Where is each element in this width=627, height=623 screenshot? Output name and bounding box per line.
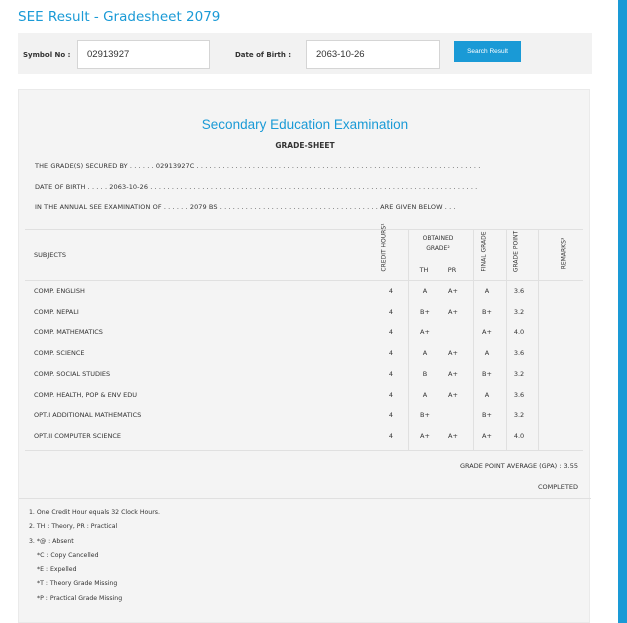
notes (29, 506, 160, 606)
table-row (25, 343, 583, 364)
result-status: COMPLETED (538, 483, 578, 491)
table-row (25, 302, 583, 323)
dob-label: Date of Birth : (235, 51, 292, 59)
cell-grade-point: 4.0 (513, 431, 525, 440)
cell-th: B (422, 369, 428, 378)
cell-subject: COMP. HEALTH, POP & ENV EDU (34, 390, 137, 399)
search-result-button[interactable]: Search Result (454, 41, 521, 62)
exam-line: IN THE ANNUAL SEE EXAMINATION OF . . . . . . 2079 BS . . . . . . . . . . . . . . . . . . . . . . . . . . . . . . . . . . . . . ARE GIVEN BELOW . . . (35, 203, 456, 211)
symbol-input[interactable]: 02913927 (77, 40, 210, 69)
cell-subject: OPT.I ADDITIONAL MATHEMATICS (34, 411, 142, 420)
cell-grade-point: 3.2 (513, 411, 525, 420)
note-item: *C : Copy Cancelled (37, 551, 99, 559)
cell-final: B+ (482, 307, 492, 316)
cell-subject: COMP. SOCIAL STUDIES (34, 369, 111, 378)
cell-subject: COMP. NEPALI (34, 307, 79, 316)
cell-pr: A+ (448, 369, 458, 378)
table-row (25, 426, 583, 447)
cell-grade-point: 3.6 (513, 390, 525, 399)
note-item: *T : Theory Grade Missing (37, 580, 118, 588)
header-obtained-grade: OBTAINED GRADE² (422, 235, 454, 252)
cell-pr: A+ (448, 390, 458, 399)
header-pr: PR (447, 266, 457, 274)
note-item: *E : Expelled (37, 566, 77, 574)
cell-th: A (422, 349, 428, 358)
cell-pr: A+ (448, 307, 458, 316)
header-final-grade: FINAL GRADE (480, 231, 488, 272)
table-row (25, 385, 583, 406)
symbol-label: Symbol No : (23, 51, 71, 59)
cell-final: A+ (482, 431, 492, 440)
cell-final: B+ (482, 411, 492, 420)
cell-credit: 4 (388, 411, 394, 420)
cell-th: B+ (420, 411, 430, 420)
table-row (25, 322, 583, 343)
cell-grade-point: 3.2 (513, 307, 525, 316)
cell-pr: A+ (448, 431, 458, 440)
cell-credit: 4 (388, 431, 394, 440)
page-title: SEE Result - Gradesheet 2079 (18, 9, 221, 25)
header-grade-point: GRADE POINT (512, 230, 520, 273)
table-row (25, 405, 583, 426)
table-top-line (25, 229, 583, 230)
cell-th: B+ (420, 307, 430, 316)
cell-th: A+ (420, 328, 430, 337)
header-remarks: REMARKS³ (560, 237, 568, 270)
gpa-value: GRADE POINT AVERAGE (GPA) : 3.55 (460, 462, 578, 470)
dob-line: DATE OF BIRTH . . . . . 2063-10-26 . . . . . . . . . . . . . . . . . . . . . . . . . . . . . . . . . . . . . . . . . . . . . . . . . . . . . . . . . . . . . . . . . . . . . . . . . . . . (35, 183, 478, 191)
cell-credit: 4 (388, 307, 394, 316)
note-item: 2. TH : Theory, PR : Practical (29, 523, 118, 531)
cell-grade-point: 4.0 (513, 328, 525, 337)
cell-grade-point: 3.2 (513, 369, 525, 378)
cell-credit: 4 (388, 390, 394, 399)
table-row (25, 364, 583, 385)
cell-final: A+ (482, 328, 492, 337)
header-subjects: SUBJECTS (34, 251, 67, 259)
note-item: 3. *@ : Absent (29, 537, 74, 545)
exam-title: Secondary Education Examination (201, 117, 409, 132)
cell-pr: A+ (448, 349, 458, 358)
dob-input[interactable]: 2063-10-26 (306, 40, 440, 69)
cell-credit: 4 (388, 328, 394, 337)
cell-credit: 4 (388, 287, 394, 295)
cell-grade-point: 3.6 (513, 349, 525, 358)
cell-subject: OPT.II COMPUTER SCIENCE (34, 431, 121, 440)
table-row (25, 281, 583, 302)
cell-th: A (422, 390, 428, 399)
grade-sheet-title: GRADE-SHEET (275, 141, 335, 150)
cell-th: A (422, 287, 428, 295)
cell-final: A (484, 390, 490, 399)
cell-subject: COMP. MATHEMATICS (34, 328, 103, 337)
cell-final: A (484, 287, 490, 295)
note-item: *P : Practical Grade Missing (37, 594, 123, 602)
cell-credit: 4 (388, 349, 394, 358)
table-bottom-line (25, 450, 583, 451)
header-credit-hours: CREDIT HOURS¹ (380, 223, 388, 272)
cell-th: A+ (420, 431, 430, 440)
secured-by-line: THE GRADE(S) SECURED BY . . . . . . 02913927C . . . . . . . . . . . . . . . . . . . . . . . . . . . . . . . . . . . . . . . . . . . . . . . . . . . . . . . . . . . . . . . . . . (35, 162, 481, 170)
cell-credit: 4 (388, 369, 394, 378)
notes-divider (19, 498, 591, 499)
cell-grade-point: 3.6 (513, 287, 525, 295)
right-edge-bar (618, 0, 627, 623)
grade-sheet (18, 89, 590, 623)
cell-final: B+ (482, 369, 492, 378)
cell-subject: COMP. ENGLISH (34, 287, 85, 295)
cell-final: A (484, 349, 490, 358)
header-th: TH (419, 266, 429, 274)
cell-subject: COMP. SCIENCE (34, 349, 85, 358)
note-item: 1. One Credit Hour equals 32 Clock Hours. (29, 509, 160, 516)
cell-pr: A+ (448, 287, 458, 295)
